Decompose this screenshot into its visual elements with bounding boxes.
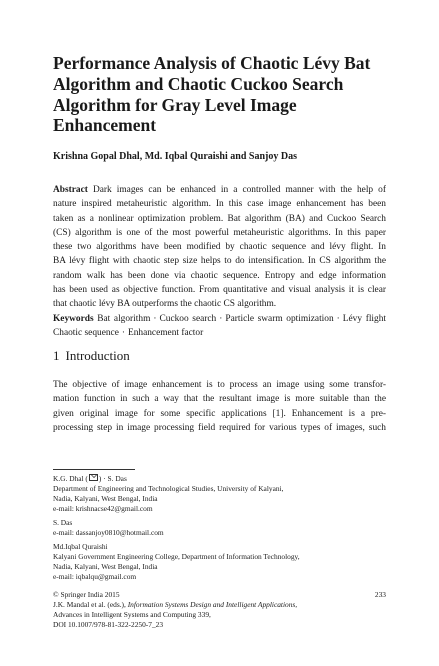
section-number: 1 bbox=[53, 348, 60, 363]
keyword: Particle swarm optimization bbox=[225, 314, 334, 324]
email-text: e-mail: dassanjoy0810@hotmail.com bbox=[53, 528, 164, 538]
keywords-label: Keywords bbox=[53, 314, 94, 324]
introduction-text bbox=[53, 378, 386, 435]
abstract-line: random walk has been done via chaotic sequence. Entropy and edge information bbox=[53, 270, 386, 281]
intro-line: The objective of image enhancement is to process an image using some transfor- bbox=[53, 380, 386, 390]
intro-line: processing step in image processing field required for various types of images, such bbox=[53, 422, 386, 433]
publication-info bbox=[53, 590, 386, 630]
author-name: K.G. Dhal ( bbox=[53, 474, 88, 483]
email-text: e-mail: iqbalqu@gmail.com bbox=[53, 572, 137, 582]
affiliation-2 bbox=[53, 518, 393, 538]
author-name: ) · S. Das bbox=[98, 474, 127, 483]
abstract bbox=[53, 183, 386, 312]
abstract-line: (CS) algorithm is one of the most powerful metaheuristic algorithms. In this paper bbox=[53, 227, 386, 238]
affiliation-line: Kalyani Government Engineering College, Department of Information Technology, bbox=[53, 552, 300, 562]
affiliation-line: Nadia, Kalyani, West Bengal, India bbox=[53, 562, 158, 572]
affiliation-1 bbox=[53, 474, 393, 514]
paper-title bbox=[53, 53, 393, 136]
abstract-line: nature inspired metaheuristic algorithm. In this case image enhancement has been bbox=[53, 199, 386, 210]
abstract-line: has been used as objective function. From quantitative and visual analysis it is clear bbox=[53, 285, 386, 296]
affiliation-3 bbox=[53, 542, 393, 582]
envelope-icon bbox=[89, 474, 98, 481]
title-line: Algorithm for Gray Level Image bbox=[53, 94, 297, 115]
keyword: Lévy flight bbox=[342, 314, 387, 324]
keyword: Cuckoo search bbox=[159, 314, 217, 324]
abstract-line: that chaotic lévy BA outperforms the chaotic CS algorithm. bbox=[53, 299, 277, 310]
abstract-line: taken as a nonlinear optimization problem. Bat algorithm (BA) and Cuckoo Search bbox=[53, 213, 386, 224]
email-text: e-mail: krishnacse42@gmail.com bbox=[53, 504, 153, 514]
section-heading bbox=[53, 348, 130, 364]
author-name: Md.Iqbal Quraishi bbox=[53, 542, 108, 551]
keywords: Keywords Bat algorithm · Cuckoo search · Particle swarm optimization · Lévy flight Chaotic sequence · Enhancement factor bbox=[53, 314, 387, 339]
page-number: 233 bbox=[374, 590, 386, 599]
title-line: Enhancement bbox=[53, 115, 157, 136]
keyword: Enhancement factor bbox=[127, 328, 204, 339]
book-title: Information Systems Design and Intelligent Applications, bbox=[127, 600, 298, 610]
abstract-label: Abstract bbox=[53, 185, 88, 195]
intro-line: given original image for some specific applications [1]. Enhancement is a pre- bbox=[53, 408, 386, 419]
title-line: Algorithm and Chaotic Cuckoo Search bbox=[53, 73, 344, 94]
copyright: © Springer India 2015 bbox=[53, 590, 120, 599]
title-line: Performance Analysis of Chaotic Lévy Bat bbox=[53, 53, 371, 73]
author-list: Krishna Gopal Dhal, Md. Iqbal Quraishi and Sanjoy Das bbox=[53, 151, 297, 162]
abstract-line: Dark images can be enhanced in a controlled manner with the help of bbox=[92, 185, 386, 195]
intro-line: mation function in such a way that the resultant image is more suitable than the bbox=[53, 394, 386, 405]
footnote-rule bbox=[53, 469, 135, 470]
abstract-line: these two algorithms have been modified by chaotic sequence and lévy flight. In bbox=[53, 242, 386, 253]
keyword: Chaotic sequence bbox=[53, 328, 119, 339]
keyword: Bat algorithm bbox=[97, 314, 151, 324]
citation-editors: J.K. Mandal et al. (eds.), bbox=[53, 600, 128, 610]
abstract-line: BA lévy flight with chaotic step size helps to do intensification. In CS algorithm the bbox=[53, 256, 386, 267]
series-name: Advances in Intelligent Systems and Computing 339, bbox=[53, 610, 211, 620]
author-name: S. Das bbox=[53, 518, 73, 527]
section-title: Introduction bbox=[65, 348, 130, 363]
affiliation-line: Nadia, Kalyani, West Bengal, India bbox=[53, 494, 158, 504]
affiliation-line: Department of Engineering and Technological Studies, University of Kalyani, bbox=[53, 484, 284, 494]
doi: DOI 10.1007/978-81-322-2250-7_23 bbox=[53, 620, 164, 630]
